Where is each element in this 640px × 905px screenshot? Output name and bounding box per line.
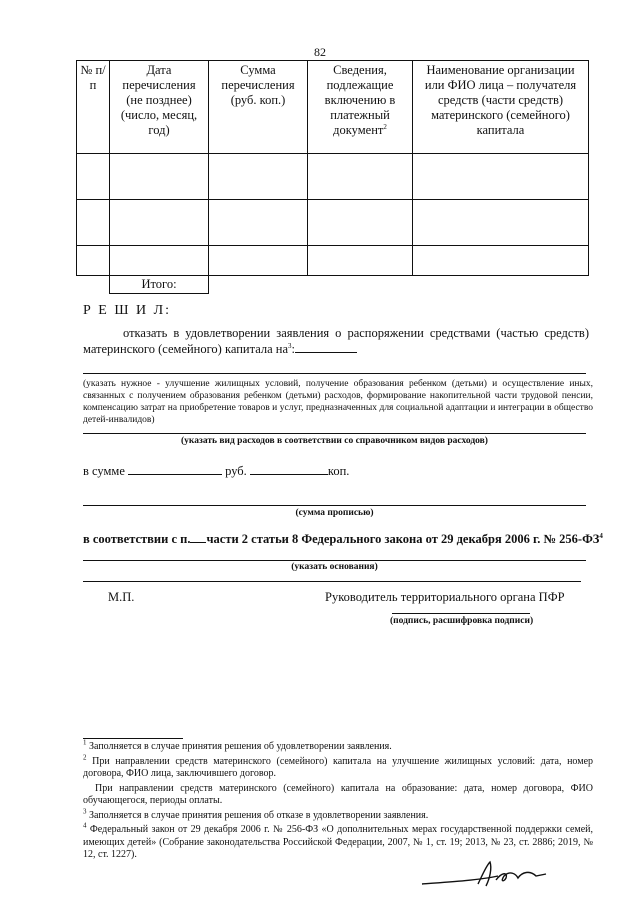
refusal-purpose-field[interactable] [295,352,357,353]
footnote-text: При направлении средств материнского (семейного) капитала на образование: дата, номер договора, ФИО обучающегося, периоды оплаты. [83,782,593,806]
table-cell[interactable] [209,246,308,276]
total-label: Итого: [110,276,209,294]
sum-words-hint: (сумма прописью) [295,508,374,518]
table-cell[interactable] [413,246,589,276]
payment-table [76,60,589,294]
table-cell[interactable] [110,200,209,246]
table-cell[interactable] [413,200,589,246]
footnote-text: Федеральный закон от 29 декабря 2006 г. № 256-ФЗ «О дополнительных мерах государственной поддержки семей, имеющих детей» (Собрание законодательства Российской Федерации, 2007, № 1, ст. 19; 2013, № 23, ст. 2886; 2019, № 12, ст. 1227). [83,824,594,860]
total-row [77,276,589,294]
footnote-number: 3 [83,807,87,816]
footnote-number: 2 [83,753,87,762]
footnote-1 [83,738,593,754]
sum-rub-field[interactable] [128,474,222,475]
table-cell[interactable] [77,154,110,200]
law-prefix: в соответствии с п. [83,532,191,546]
sum-prefix: в сумме [83,464,125,478]
table-cell[interactable] [308,200,413,246]
refusal-text: отказать в удовлетворении заявления о распоряжении средствами (частью средств) материнского (семейного) капитала на [83,326,589,356]
footnote-2-continued [83,783,593,808]
table-cell[interactable] [413,154,589,200]
table-cell[interactable] [110,246,209,276]
table-cell[interactable] [308,154,413,200]
col-date-header: Дата перечисления (не позднее) (число, месяц, год) [110,61,209,154]
stamp-label: М.П. [108,590,135,604]
refusal-suffix: : [291,342,296,356]
head-title: Руководитель территориального органа ПФР [325,590,565,604]
table-header-row [77,61,589,154]
law-reference [83,532,603,547]
footnote-ref: 2 [383,122,387,131]
sum-words-line[interactable] [83,505,586,506]
footnote-ref: 4 [599,531,603,540]
expense-type-hint: (указать вид расходов в соответствии со справочником видов расходов) [181,436,488,446]
sum-row [83,464,349,479]
footnotes [83,738,594,864]
col-recipient-header: Наименование организации или ФИО лица – получателя средств (части средств) материнского (семейного) капитала [413,61,589,154]
col-amount-header: Сумма перечисления (руб. коп.) [209,61,308,154]
law-point-field[interactable] [190,542,206,543]
sum-kop-label: коп. [327,464,350,478]
table-cell[interactable] [77,246,110,276]
table-cell[interactable] [209,200,308,246]
expense-type-line[interactable] [83,433,586,434]
footnote-4 [83,821,594,862]
footnote-ref: 3 [288,341,292,350]
signature-hint: (подпись, расшифровка подписи) [390,616,534,626]
footnote-text: При направлении средств материнского (семейного) капитала на улучшение жилищных условий: дата, номер договора, ФИО лица, заключившего договор. [83,755,594,779]
col-payment-info-header [308,61,413,154]
basis-hint: (указать основания) [291,562,378,572]
table-row [77,200,589,246]
basis-line-2[interactable] [83,581,581,582]
purpose-hint: (указать нужное - улучшение жилищных условий, получение образования ребенком (детьми) и осуществление иных, связанных с получением образования ребенком (детьми) расходов, формирование накопительной части трудовой пенсии, компенсацию затрат на приобретение товаров и услуг, предназначенных для социальной адаптации и интеграции в общество детей-инвалидов) [83,379,593,425]
table-row [77,246,589,276]
table-cell[interactable] [308,246,413,276]
signature-line[interactable] [392,613,530,614]
footnote-text: Заполняется в случае принятия решения об отказе в удовлетворении заявления. [89,809,429,821]
footnote-3 [83,807,593,823]
footnote-text: Заполняется в случае принятия решения об удовлетворении заявления. [89,741,392,752]
purpose-line[interactable] [83,373,586,374]
payment-info-text: Сведения, подлежащие включению в платежный документ [324,63,396,137]
table-cell[interactable] [77,200,110,246]
page-number: 82 [314,45,326,59]
sum-rub-label: руб. [225,464,247,478]
table-cell[interactable] [209,154,308,200]
decided-heading: Р Е Ш И Л: [83,303,171,318]
table-row [77,154,589,200]
footnote-number: 4 [83,821,87,830]
footnote-number: 1 [83,738,87,747]
sum-kop-field[interactable] [250,474,328,475]
table-cell[interactable] [110,154,209,200]
basis-line[interactable] [83,560,586,561]
col-number-header: № п/п [77,61,110,154]
footnote-2 [83,753,594,781]
law-text: части 2 статьи 8 Федерального закона от 29 декабря 2006 г. № 256-ФЗ [206,532,600,546]
refusal-paragraph [83,325,589,357]
handwritten-signature [420,858,555,890]
footnote-divider [83,738,183,739]
